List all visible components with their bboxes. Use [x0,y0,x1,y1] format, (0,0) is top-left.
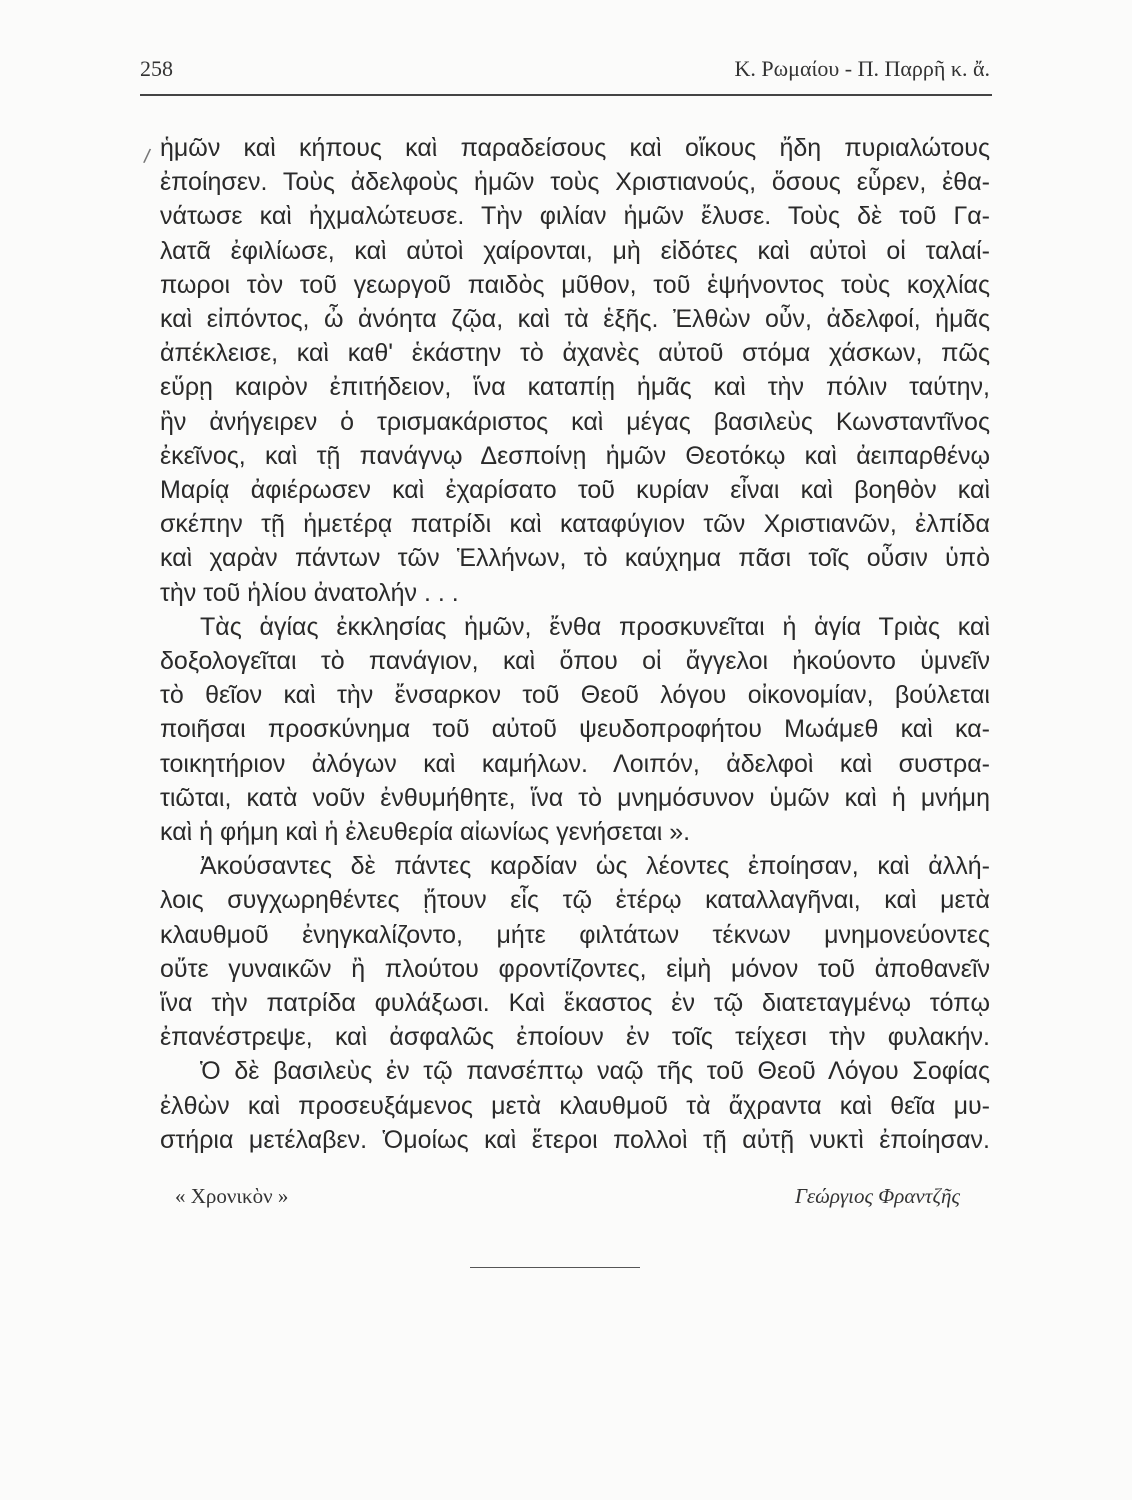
text-line: τοικητήριον ἀλόγων καὶ καμήλων. Λοιπόν, ἀδελφοὶ καὶ συστρα- [160,749,990,778]
source-work: « Χρονικὸν » [175,1184,289,1208]
end-rule [470,1267,640,1268]
text-line: καὶ εἰπόντος, ὦ ἀνόητα ζῷα, καὶ τὰ ἑξῆς. Ἐλθὼν οὖν, ἀδελφοί, ἡμᾶς [160,305,990,333]
text-line: εὕρῃ καιρὸν ἐπιτήδειον, ἵνα καταπίῃ ἡμᾶς καὶ τὴν πόλιν ταύτην, [160,373,990,402]
text-line: ἣν ἀνήγειρεν ὁ τρισμακάριστος καὶ μέγας βασιλεὺς Κωνσταντῖνος [160,407,990,436]
text-line: ἵνα τὴν πατρίδα φυλάξωσι. Καὶ ἕκαστος ἐν τῷ διατεταγμένῳ τόπῳ [160,989,990,1017]
text-line: ποιῆσαι προσκύνημα τοῦ αὐτοῦ ψευδοπροφήτου Μωάμεθ καὶ κα- [160,715,990,744]
header-rule [140,94,992,96]
running-title: Κ. Ρωμαίου - Π. Παρρῆ κ. ἄ. [734,56,990,81]
text-line: λοις συγχωρηθέντες ᾔτουν εἷς τῷ ἑτέρῳ καταλλαγῆναι, καὶ μετὰ [160,886,990,915]
text-line: ἡμῶν καὶ κήπους καὶ παραδείσους καὶ οἴκους ἤδη πυριαλώτους [160,134,990,162]
text-line: τὴν τοῦ ἡλίου ἀνατολήν . . . [160,578,459,607]
text-line: καὶ ἡ φήμη καὶ ἡ ἐλευθερία αἰωνίως γενήσεται ». [160,818,691,846]
text-line: λατᾶ ἐφιλίωσε, καὶ αὐτοὶ χαίρονται, μὴ εἰδότες καὶ αὐτοὶ οἱ ταλαί- [160,236,990,265]
text-line: πωροι τὸν τοῦ γεωργοῦ παιδὸς μῦθον, τοῦ ἑψήνοντος τοὺς κοχλίας [160,270,990,299]
text-line: Ἀκούσαντες δὲ πάντες καρδίαν ὡς λέοντες ἐποίησαν, καὶ ἀλλή- [200,852,990,881]
text-line: ἐλθὼν καὶ προσευξάμενος μετὰ κλαυθμοῦ τὰ ἄχραντα καὶ θεῖα μυ- [160,1091,990,1120]
text-line: ἐπανέστρεψε, καὶ ἀσφαλῶς ἐποίουν ἐν τοῖς τείχεσι τὴν φυλακήν. [160,1023,990,1052]
text-line: Ὁ δὲ βασιλεὺς ἐν τῷ πανσέπτῳ ναῷ τῆς τοῦ Θεοῦ Λόγου Σοφίας [200,1057,990,1086]
text-line: ἀπέκλεισε, καὶ καθ' ἑκάστην τὸ ἀχανὲς αὐτοῦ στόμα χάσκων, πῶς [160,339,990,368]
text-line: Μαρίᾳ ἀφιέρωσεν καὶ ἐχαρίσατο τοῦ κυρίαν εἶναι καὶ βοηθὸν καὶ [160,476,990,504]
text-line: Τὰς ἁγίας ἐκκλησίας ἡμῶν, ἔνθα προσκυνεῖται ἡ ἁγία Τριὰς καὶ [200,612,990,641]
text-line: κλαυθμοῦ ἐνηγκαλίζοντο, μήτε φιλτάτων τέκνων μνημονεύοντες [160,920,990,949]
text-line: δοξολογεῖται τὸ πανάγιον, καὶ ὅπου οἱ ἄγγελοι ἠκούοντο ὑμνεῖν [160,647,990,675]
text-line: ἐκεῖνος, καὶ τῇ πανάγνῳ Δεσποίνῃ ἡμῶν Θεοτόκῳ καὶ ἀειπαρθένῳ [160,441,990,470]
text-line: στήρια μετέλαβεν. Ὁμοίως καὶ ἕτεροι πολλοὶ τῇ αὐτῇ νυκτὶ ἐποίησαν. [160,1125,990,1154]
text-line: οὔτε γυναικῶν ἢ πλούτου φροντίζοντες, εἰμὴ μόνον τοῦ ἀποθανεῖν [160,954,990,983]
text-line: καὶ χαρὰν πάντων τῶν Ἑλλήνων, τὸ καύχημα πᾶσι τοῖς οὖσιν ὑπὸ [160,544,990,573]
page-number: 258 [140,56,173,81]
text-line: τιῶται, κατὰ νοῦν ἐνθυμήθητε, ἵνα τὸ μνημόσυνον ὑμῶν καὶ ἡ μνήμη [160,783,990,812]
source-author: Γεώργιος Φραντζῆς [794,1184,960,1208]
text-line: νάτωσε καὶ ἠχμαλώτευσε. Τὴν φιλίαν ἡμῶν ἔλυσε. Τοὺς δὲ τοῦ Γα- [160,202,990,231]
text-line: ἐποίησεν. Τοὺς ἀδελφοὺς ἡμῶν τοὺς Χριστιανούς, ὅσους εὗρεν, ἐθα- [160,168,990,197]
text-line: σκέπην τῇ ἡμετέρᾳ πατρίδι καὶ καταφύγιον τῶν Χριστιανῶν, ἐλπίδα [160,510,990,539]
text-line: τὸ θεῖον καὶ τὴν ἔνσαρκον τοῦ Θεοῦ λόγου οἰκονομίαν, βούλεται [160,681,990,710]
pencil-mark-icon: / [142,145,152,169]
